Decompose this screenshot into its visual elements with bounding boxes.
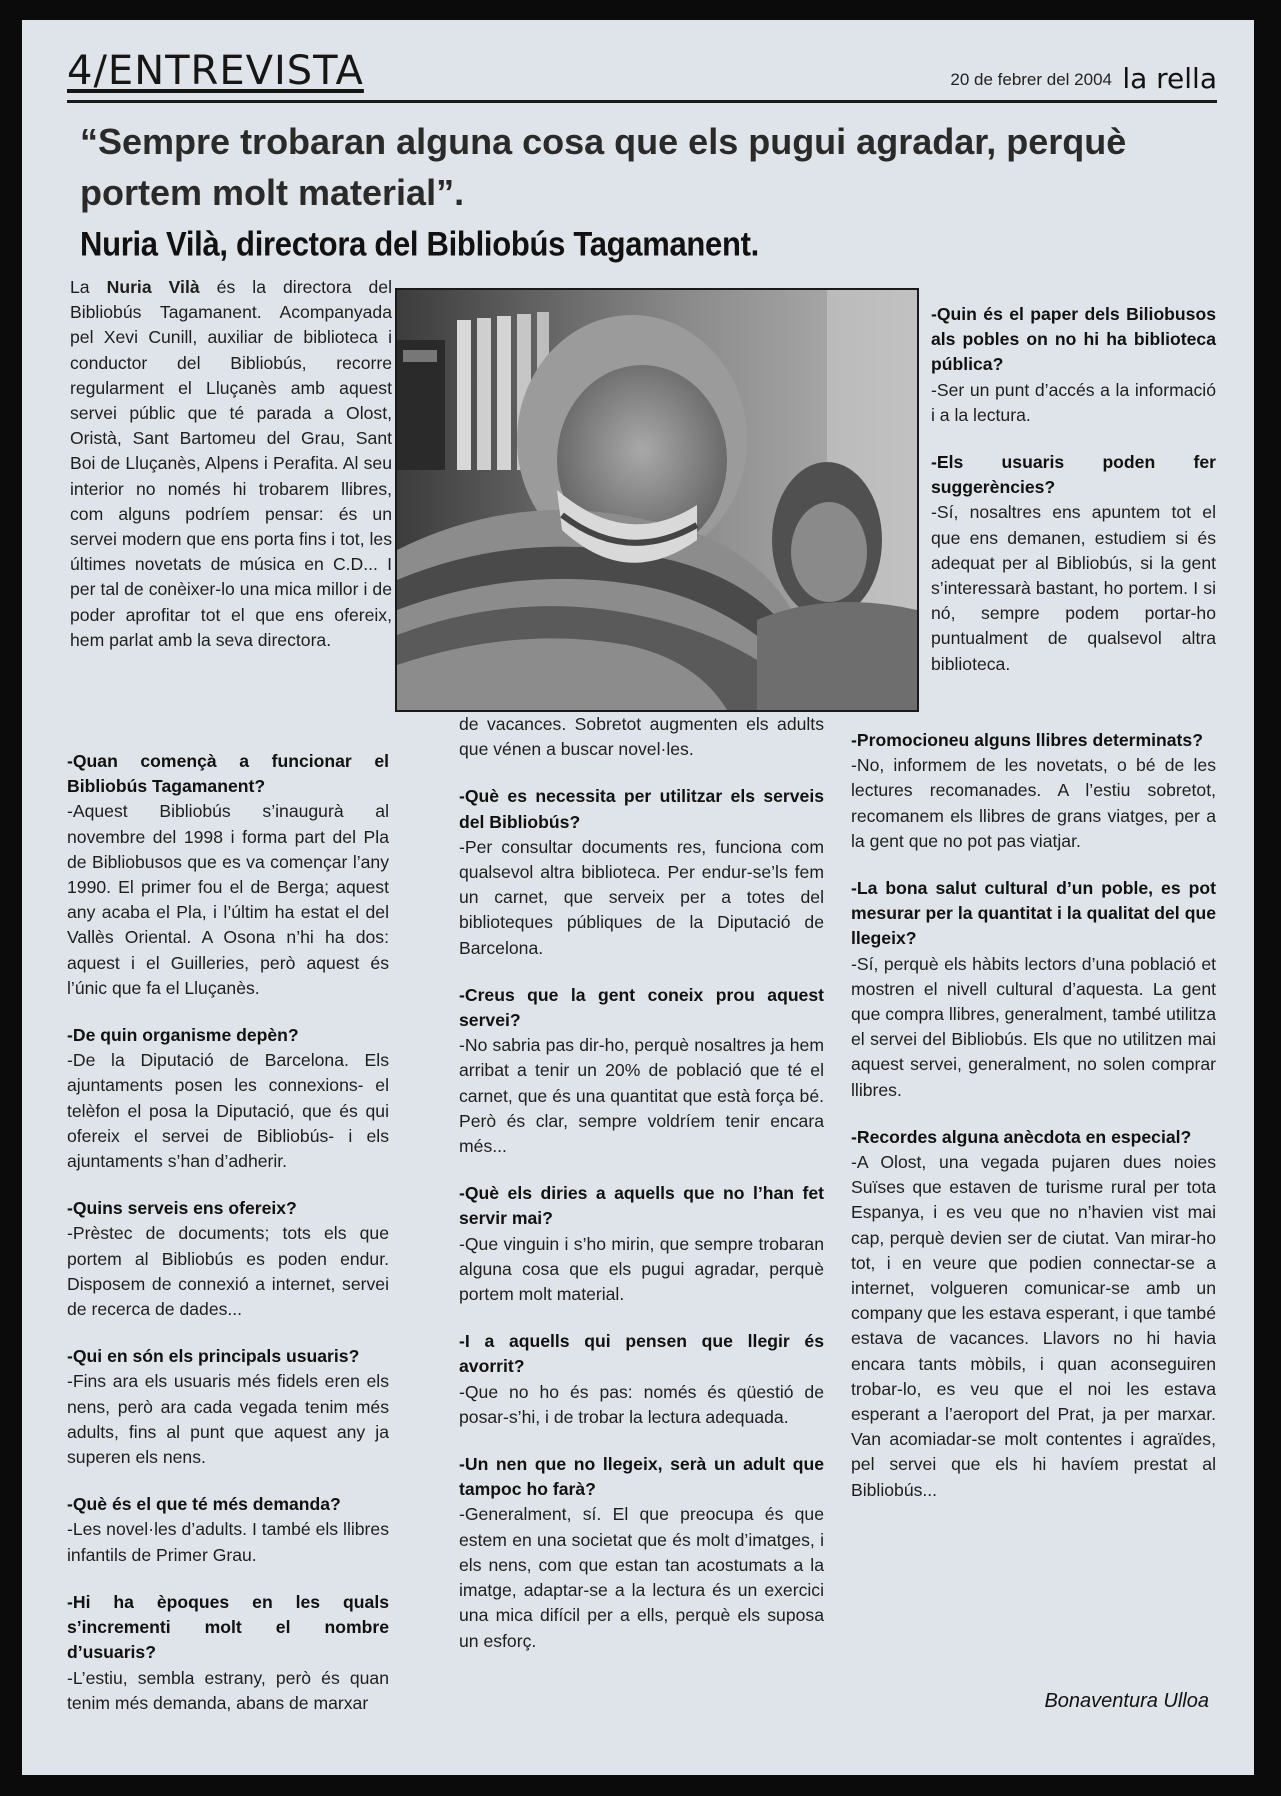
column-1: [67, 749, 389, 1738]
intro-pre: La: [70, 277, 107, 297]
answer: -No, informem de les novetats, o bé de les lectures recomanades. A l’estiu sobretot, recomanem els llibres de grans viatges, per a la gent que no pot pas viatjar.: [851, 755, 1216, 851]
answer: -Generalment, sí. El que preocupa és que estem en una societat que és molt d’imatges, i els nens, com que estan tan acostumats a la imatge, adaptar-se a la lectura és un exercici una mica difícil per a ells, perquè els suposa un esforç.: [459, 1504, 824, 1651]
qa-item: [67, 749, 389, 1001]
column-3: [851, 728, 1216, 1525]
question: -La bona salut cultural d’un poble, es pot mesurar per la quantitat i la qualitat del que llegeix?: [851, 878, 1216, 949]
qa-item: [67, 1023, 389, 1174]
qa-item: [459, 784, 824, 960]
answer: -Prèstec de documents; tots els que portem al Bibliobús es poden endur. Disposem de connexió a internet, servei de recerca de dades...: [67, 1223, 389, 1320]
question: -Qui en són els principals usuaris?: [67, 1346, 360, 1367]
answer: -Sí, perquè els hàbits lectors d’una població et mostren el nivell cultural d’aquesta. La gent que compra llibres, generalment, també utilitza el servei del Bibliobús. Els que no utilitzen mai aquest servei, generalment, no solen comprar llibres.: [851, 953, 1216, 1100]
qa-item: [459, 1452, 824, 1654]
question: -Creus que la gent coneix prou aquest servei?: [459, 984, 824, 1031]
question: -Quins serveis ens ofereix?: [67, 1198, 297, 1219]
answer: -L’estiu, sembla estrany, però és quan tenim més demanda, abans de marxar: [67, 1667, 389, 1713]
continued-text: de vacances. Sobretot augmenten els adults que vénen a buscar novel·les.: [459, 714, 824, 760]
answer: -Les novel·les d’adults. I també els llibres infantils de Primer Grau.: [67, 1519, 389, 1565]
qa-item: [931, 302, 1216, 428]
intro-text: és la directora del Bibliobús Tagamanent. Acompanyada pel Xevi Cunill, auxiliar de biblioteca i conductor del Bibliobús, recorre regularment el Lluçanès amb aquest servei públic que té parada a Olost, Oristà, Sant Bartomeu del Grau, Sant Boi de Lluçanès, Alpens i Perafita. Al seu interior no només hi trobarem llibres, com alguns podríem pensar: és un servei modern que ens porta fins i tot, les últimes novetats de música en C.D... I per tal de conèixer-lo una mica millor i de poder aprofitar tot el que ens ofereix, hem parlat amb la seva directora.: [70, 277, 392, 650]
qa-item: [851, 1125, 1216, 1503]
masthead: la rella: [1122, 62, 1217, 95]
question: -Què és el que té més demanda?: [67, 1494, 341, 1515]
answer: -Que vinguin i s’ho mirin, que sempre trobaran alguna cosa que els pugui agradar, perquè portem molt material.: [459, 1233, 824, 1305]
qa-item: [851, 876, 1216, 1103]
question: -Recordes alguna anècdota en especial?: [851, 1126, 1192, 1147]
question: -Els usuaris poden fer suggerències?: [931, 452, 1216, 498]
qa-item: [67, 1344, 389, 1470]
photo-woman-in-bibliobus-icon: [395, 288, 919, 712]
byline: Bonaventura Ulloa: [1044, 1690, 1209, 1712]
column-2: [459, 712, 824, 1676]
qa-item: [67, 1590, 389, 1716]
answer: -De la Diputació de Barcelona. Els ajuntaments posen les connexions- el telèfon el posa la Diputació, que és qui ofereix el servei de Bibliobús- i els ajuntaments s’han d’adherir.: [67, 1050, 389, 1172]
intro-paragraph: [70, 275, 392, 653]
headline: “Sempre trobaran alguna cosa que els pugui agradar, perquè portem molt material”.: [80, 121, 1127, 213]
qa-item: [931, 450, 1216, 677]
question: -Quan començà a funcionar el Bibliobús Tagamanent?: [67, 751, 389, 797]
answer: -Que no ho és pas: només és qüestió de posar-s’hi, i de trobar la lectura adequada.: [459, 1381, 824, 1427]
answer: -Per consultar documents res, funciona com qualsevol altra biblioteca. Per endur-se’ls fem un carnet, que serveix per a totes del biblioteques públiques de la Diputació de Barcelona.: [459, 836, 824, 958]
question: -Què els diries a aquells que no l’han fet servir mai?: [459, 1183, 824, 1229]
column-3-top: [931, 302, 1216, 699]
qa-item: [459, 983, 824, 1159]
question: -Què es necessita per utilitzar els serveis del Bibliobús?: [459, 786, 824, 832]
question: -Promocioneu alguns llibres determinats?: [851, 730, 1203, 750]
question: -De quin organisme depèn?: [67, 1025, 299, 1046]
section-label: 4/ENTREVISTA: [67, 48, 364, 94]
answer: -No sabria pas dir-ho, perquè nosaltres ja hem arribat a tenir un 20% de població que té el carnet, que és una quantitat que està força bé. Però és clar, sempre voldríem tenir encara més...: [459, 1035, 824, 1157]
intro-name: Nuria Vilà: [106, 277, 200, 297]
answer: -Sí, nosaltres ens apuntem tot el que ens demanen, estudiem si és adequat per al Bibliobús, si la gent s’interessarà bastant, ho portem. I si nó, sempre podem portar-ho puntualment de qualsevol altra biblioteca.: [931, 502, 1216, 674]
qa-item: [851, 728, 1216, 854]
qa-item: [459, 1181, 824, 1307]
answer: -Aquest Bibliobús s’inaugurà al novembre del 1998 i forma part del Pla de Bibliobusos que es va començar l’any 1990. El primer fou el de Berga; aquest any acaba el Pla, i l’últim ha estat el del Vallès Oriental. A Osona n’hi ha dos: aquest i el Guilleries, però aquest és l’únic que fa el Lluçanès.: [67, 801, 389, 998]
subheadline: Nuria Vilà, directora del Bibliobús Tagamanent.: [80, 224, 759, 264]
qa-item: [67, 1196, 389, 1322]
answer: -Fins ara els usuaris més fidels eren els nens, però ara cada vegada tenim més adults, fins al punt que aquest any ja superen els nens.: [67, 1371, 389, 1468]
question: -Un nen que no llegeix, serà un adult que tampoc ho farà?: [459, 1454, 824, 1500]
question: -Hi ha èpoques en les quals s’incrementi molt el nombre d’usuaris?: [67, 1591, 389, 1663]
answer: -Ser un punt d’accés a la informació i a la lectura.: [931, 379, 1216, 425]
question: -I a aquells qui pensen que llegir és avorrit?: [459, 1331, 824, 1377]
answer: -A Olost, una vegada pujaren dues noies Suïses que estaven de turisme rural per tota Espanya, i es veu que no n’havien vist mai cap, perquè devien ser de ciutat. Van mirar-ho tot, i en veure que podien connectar-se a internet, volgueren comunicar-se amb un company que les estava esperant, i que també estava de vacances. Llavors no hi havia encara tants mòbils, i quan aconseguiren trobar-lo, es veu que el noi les estava esperant a l’aeroport del Prat, ja per marxar. Van acomiadar-se molt contentes i agraïdes, pel servei que els hi havíem prestat al Bibliobús...: [851, 1152, 1216, 1500]
question: -Quin és el paper dels Biliobusos als pobles on no hi ha biblioteca pública?: [931, 304, 1216, 375]
page-header: [67, 38, 1217, 103]
newspaper-page: [22, 20, 1254, 1775]
qa-item: [459, 1329, 824, 1430]
issue-date: 20 de febrer del 2004: [950, 70, 1112, 89]
qa-item: [67, 1492, 389, 1568]
